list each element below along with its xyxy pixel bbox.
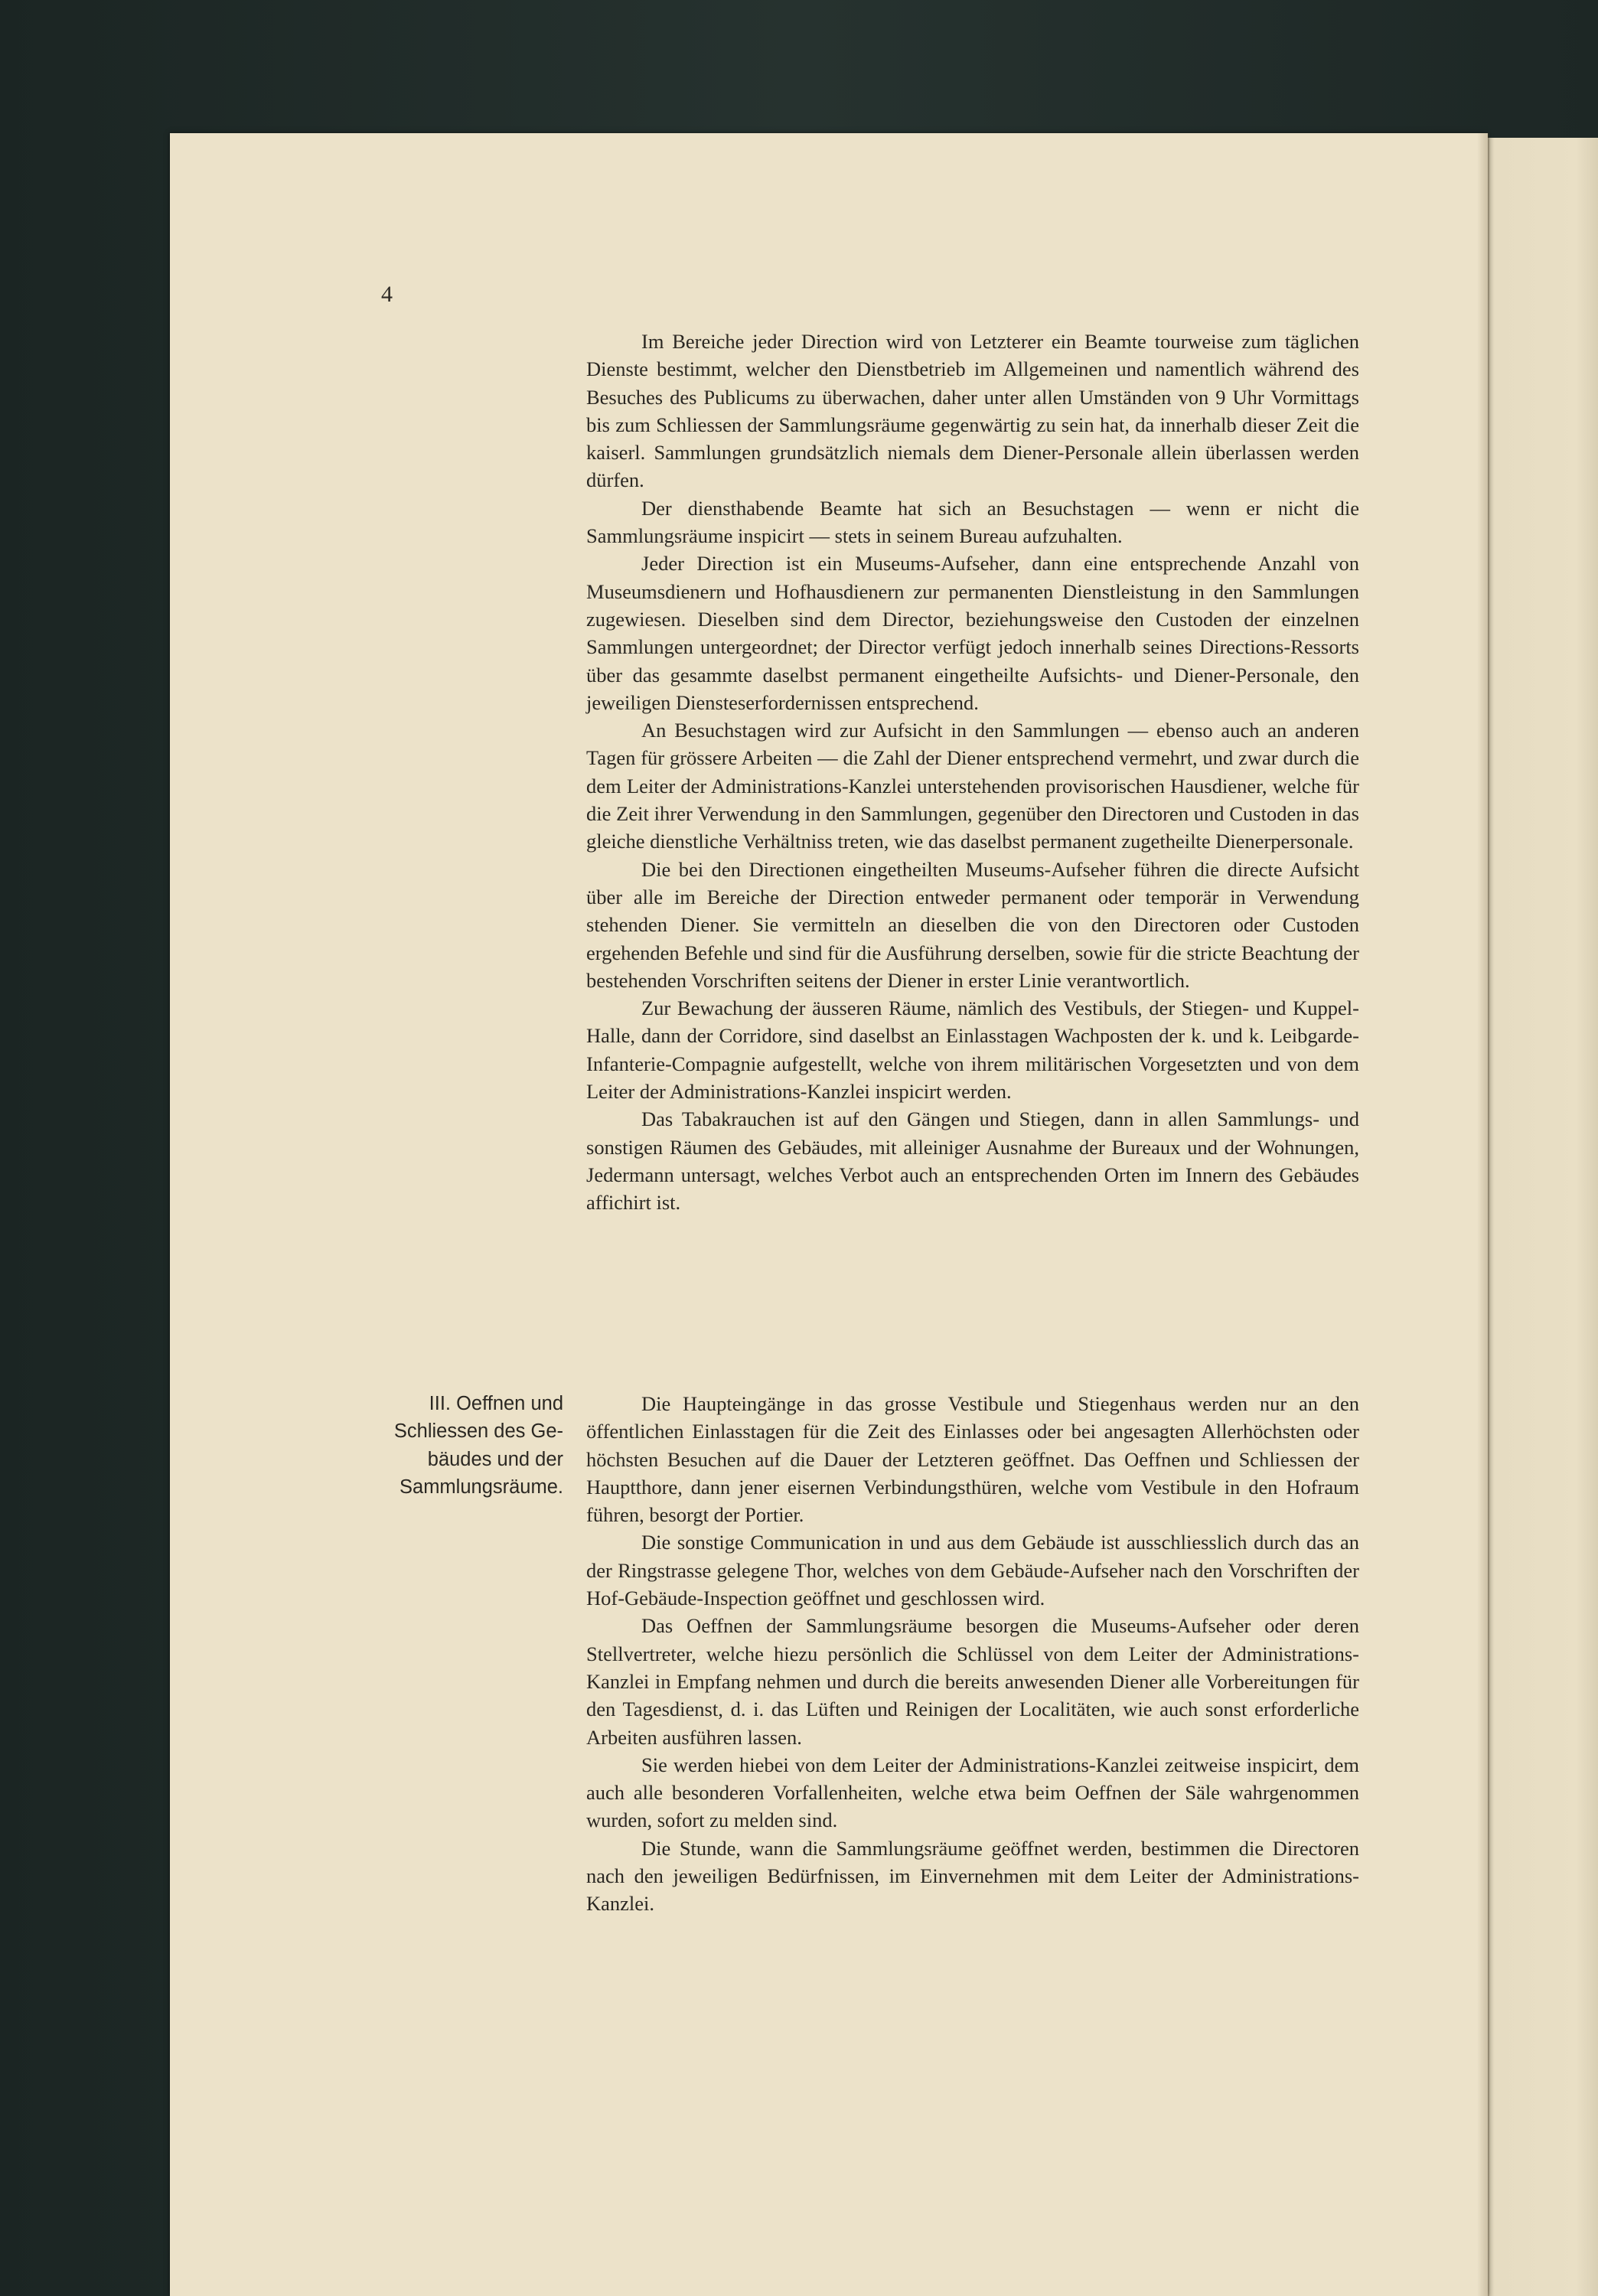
paragraph: Im Bereiche jeder Direction wird von Letzterer ein Beamte tourweise zum täglichen Dienste bestimmt, welcher den Dienstbetrieb im Allgemeinen und namentlich während des Besuches des Publicums zu überwachen, daher unter allen Umständen von 9 Uhr Vormittags bis zum Schliessen der Sammlungsräume gegenwärtig zu sein hat, da innerhalb dieser Zeit die kaiserl. Sammlungen grundsätzlich niemals dem Diener-Personale allein überlassen werden dürfen.	[586, 330, 1359, 492]
page-number: 4	[381, 282, 393, 307]
paragraph: Die bei den Directionen eingetheilten Museums-Aufseher führen die directe Aufsicht über alle im Bereiche der Direction entweder permanent oder temporär in Verwendung stehenden Diener. Sie vermitteln an dieselben die von den Directoren oder Custoden ergehenden Befehle und sind für die Ausführung derselben, sowie für die stricte Beachtung der bestehenden Vorschriften seitens der Diener in erster Linie verantwortlich.	[586, 857, 1359, 992]
paragraph: Das Tabakrauchen ist auf den Gängen und Stiegen, dann in allen Sammlungs- und sonstigen Räumen des Gebäudes, mit alleiniger Ausnahme der Bureaux und der Wohnungen, Jedermann untersagt, welches Verbot auch an entsprechenden Orten im Innern des Gebäudes affichirt ist.	[586, 1107, 1359, 1215]
section-heading-line: bäudes und der	[427, 1448, 563, 1470]
section-heading	[375, 1390, 563, 1501]
paragraph: Die Haupteingänge in das grosse Vestibule und Stiegenhaus werden nur an den öffentlichen Einlasstagen für die Zeit des Einlasses oder bei angesagten Allerhöchsten oder höchsten Besuchen auf die Dauer der Letzteren geöffnet. Das Oeffnen und Schliessen der Hauptthore, dann jener eisernen Verbindungsthüren, welche vom Vestibule in den Hofraum führen, besorgt der Portier.	[586, 1392, 1359, 1527]
paragraph: Sie werden hiebei von dem Leiter der Administrations-Kanzlei zeitweise inspicirt, dem auch alle besonderen Vorfallenheiten, welche etwa beim Oeffnen der Säle wahrgenommen wurden, sofort zu melden sind.	[586, 1753, 1359, 1832]
paragraph: Die sonstige Communication in und aus dem Gebäude ist ausschliesslich durch das an der Ringstrasse gelegene Thor, welches von dem Gebäude-Aufseher nach den Vorschriften der Hof-Gebäude-Inspection geöffnet und geschlossen wird.	[586, 1531, 1359, 1610]
section-heading-line: Schliessen des Ge-	[393, 1420, 563, 1443]
section-heading-line: Sammlungsräume.	[400, 1476, 563, 1498]
paragraph: Der diensthabende Beamte hat sich an Besuchstagen — wenn er nicht die Sammlungsräume inspicirt — stets in seinem Bureau aufzuhalten.	[586, 496, 1359, 548]
paragraph: Die Stunde, wann die Sammlungsräume geöffnet werden, bestimmen die Directoren nach den jeweiligen Bedürfnissen, im Einvernehmen mit dem Leiter der Administrations-Kanzlei.	[586, 1836, 1359, 1916]
paragraph: Jeder Direction ist ein Museums-Aufseher, dann eine entsprechende Anzahl von Museumsdienern und Hofhausdienern zur permanenten Dienstleistung in den Sammlungen zugewiesen. Dieselben sind dem Director, beziehungsweise den Custoden der einzelnen Sammlungen untergeordnet; der Director verfügt jedoch innerhalb seines Directions-Ressorts über das gesammte daselbst permanent eingetheilte Aufsichts- und Diener-Personale, den jeweiligen Diensteserfordernissen entsprechend.	[586, 552, 1359, 714]
page-gutter-shadow	[1477, 133, 1489, 2296]
section-heading-line: III. Oeffnen und	[429, 1393, 563, 1414]
paragraph: An Besuchstagen wird zur Aufsicht in den Sammlungen — ebenso auch an anderen Tagen für grössere Arbeiten — die Zahl der Diener entsprechend vermehrt, und zwar durch die dem Leiter der Administrations-Kanzlei unterstehenden provisorischen Hausdiener, welche für die Zeit ihrer Verwendung in den Sammlungen, gegenüber den Directoren und Custoden in das gleiche dienstliche Verhältniss treten, wie das daselbst permanent zugetheilte Dienerpersonale.	[586, 719, 1359, 853]
body-text-section-three	[586, 1390, 1359, 1918]
paragraph: Zur Bewachung der äusseren Räume, nämlich des Vestibuls, der Stiegen- und Kuppel-Halle, dann der Corridore, sind daselbst an Einlasstagen Wachposten der k. und k. Leibgarde-Infanterie-Compagnie aufgestellt, welche von ihrem militärischen Vorgesetzten und von dem Leiter der Administrations-Kanzlei inspicirt werden.	[586, 996, 1359, 1104]
paragraph: Das Oeffnen der Sammlungsräume besorgen die Museums-Aufseher oder deren Stellvertreter, welche hiezu persönlich die Schlüssel von dem Leiter der Administrations-Kanzlei in Empfang nehmen und durch die bereits anwesenden Diener alle Vorbereitungen für den Tagesdienst, d. i. das Lüften und Reinigen der Localitäten, wie auch sonst erforderliche Arbeiten ausführen lassen.	[586, 1614, 1359, 1749]
next-page-edge	[1488, 138, 1598, 2296]
body-text-section-two	[586, 328, 1359, 1217]
